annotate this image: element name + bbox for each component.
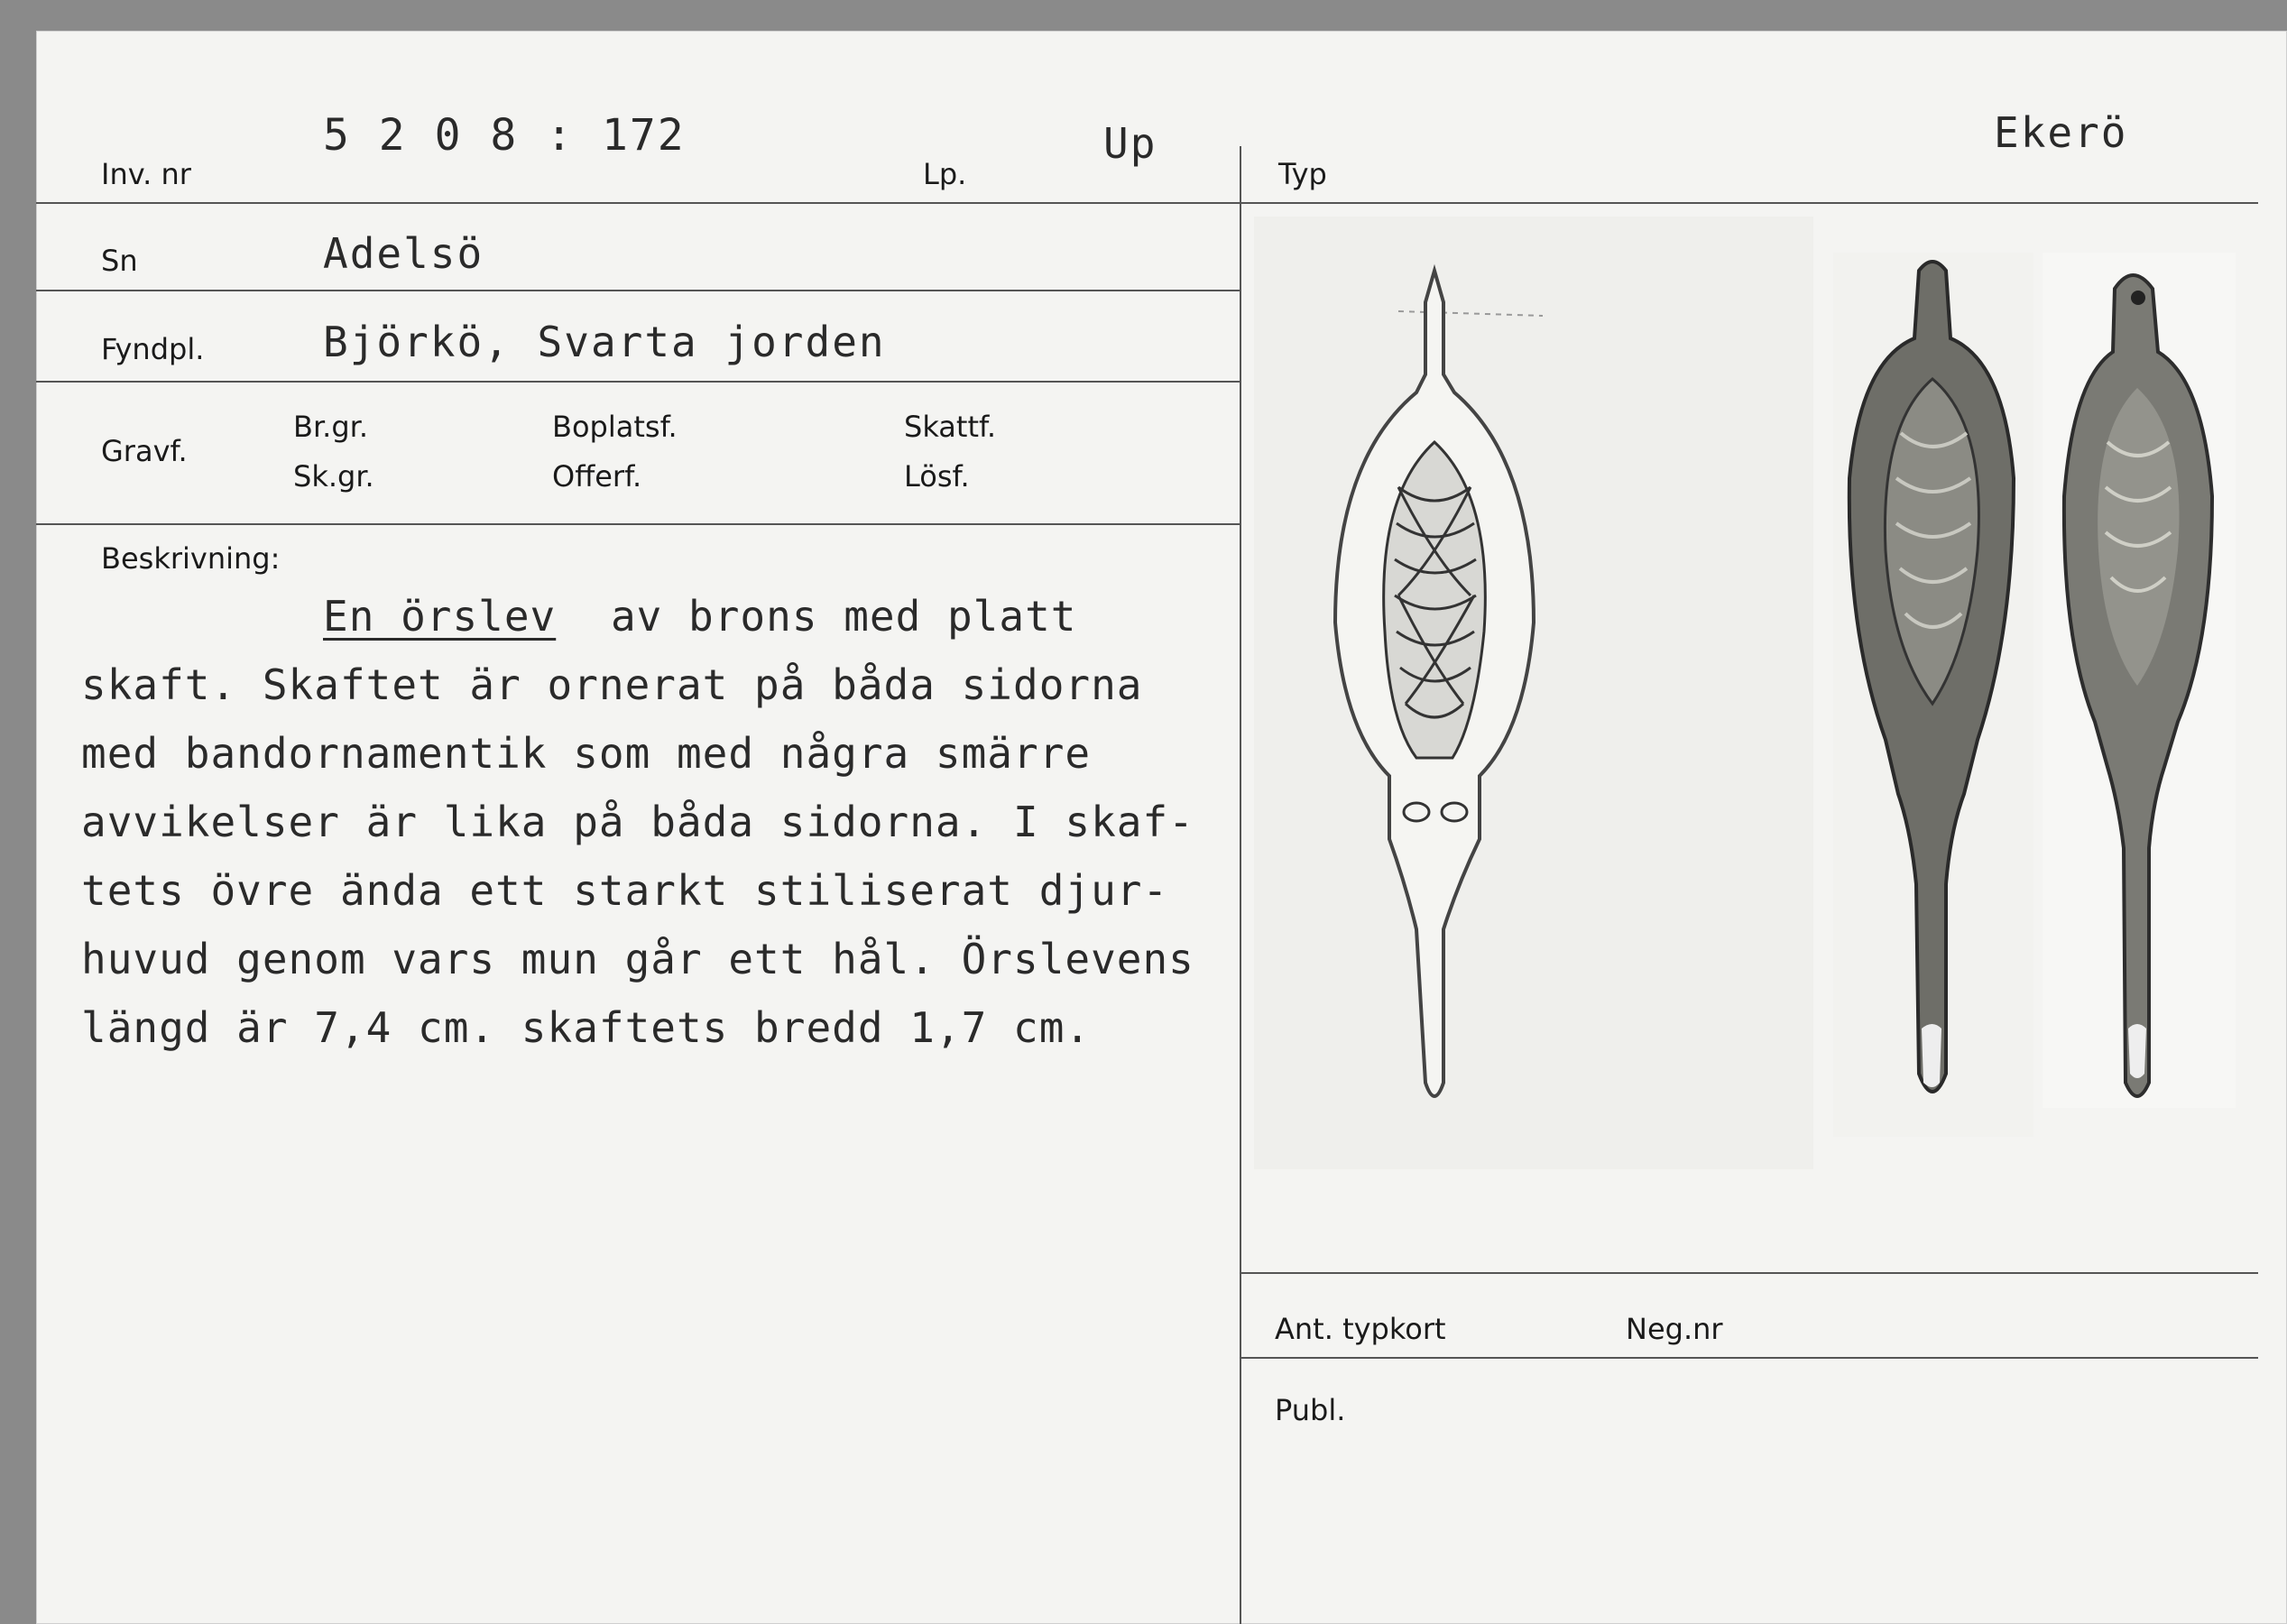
description-line-3: med bandornamentik som med några smärre (81, 729, 1092, 778)
column-divider (1240, 146, 1241, 1624)
rule-typ (1241, 202, 2258, 204)
description-line-1 (323, 592, 1076, 641)
boplatsf-label: Boplatsf. (552, 410, 678, 444)
lp-label: Lp. (923, 157, 967, 191)
sn-value: Adelsö (323, 229, 484, 278)
fyndpl-value: Björkö, Svarta jorden (323, 318, 886, 366)
region-value: Ekerö (1994, 108, 2128, 157)
rule-publ (1241, 1357, 2258, 1359)
skgr-label: Sk.gr. (293, 459, 374, 494)
beskrivning-label: Beskrivning: (101, 541, 281, 576)
rule-inv (36, 202, 1241, 204)
description-line-7: längd är 7,4 cm. skaftets bredd 1,7 cm. (81, 1003, 1092, 1052)
object-photo-2 (2043, 253, 2236, 1108)
ear-spoon-photo-2-icon (2043, 253, 2236, 1108)
object-photo (1833, 253, 2033, 1137)
description-line-4: avvikelser är lika på båda sidorna. I skaf- (81, 798, 1194, 846)
description-line-2: skaft. Skaftet är ornerat på båda sidorna (81, 660, 1143, 709)
rule-fyndpl (36, 381, 1241, 383)
description-line-6: huvud genom vars mun går ett hål. Örslevens (81, 935, 1194, 983)
rule-sn (36, 290, 1241, 291)
brgr-label: Br.gr. (293, 410, 369, 444)
negnr-label: Neg.nr (1626, 1312, 1723, 1346)
typ-label: Typ (1278, 157, 1327, 191)
rule-gravf (36, 523, 1241, 525)
ear-spoon-photo-icon (1833, 253, 2033, 1137)
ant-typkort-label: Ant. typkort (1275, 1312, 1446, 1346)
province-value: Up (1103, 119, 1157, 168)
losf-label: Lösf. (904, 459, 970, 494)
skattf-label: Skattf. (904, 410, 997, 444)
sn-label: Sn (101, 244, 138, 278)
description-line-5: tets övre ända ett starkt stiliserat djur- (81, 866, 1169, 915)
drawing-photo (1254, 217, 1813, 1169)
object-name: En örslev (323, 592, 557, 641)
fyndpl-label: Fyndpl. (101, 332, 205, 366)
inv-nr-label: Inv. nr (101, 157, 191, 191)
catalog-card (36, 31, 2287, 1624)
offerf-label: Offerf. (552, 459, 642, 494)
ear-spoon-drawing-icon (1254, 217, 1813, 1169)
inv-nr-value: 5 2 0 8 : 172 (323, 110, 686, 161)
gravf-label: Gravf. (101, 434, 188, 468)
description-line-1-rest: av brons med platt (610, 592, 1077, 641)
publ-label: Publ. (1275, 1393, 1346, 1427)
rule-antypkort (1241, 1272, 2258, 1274)
